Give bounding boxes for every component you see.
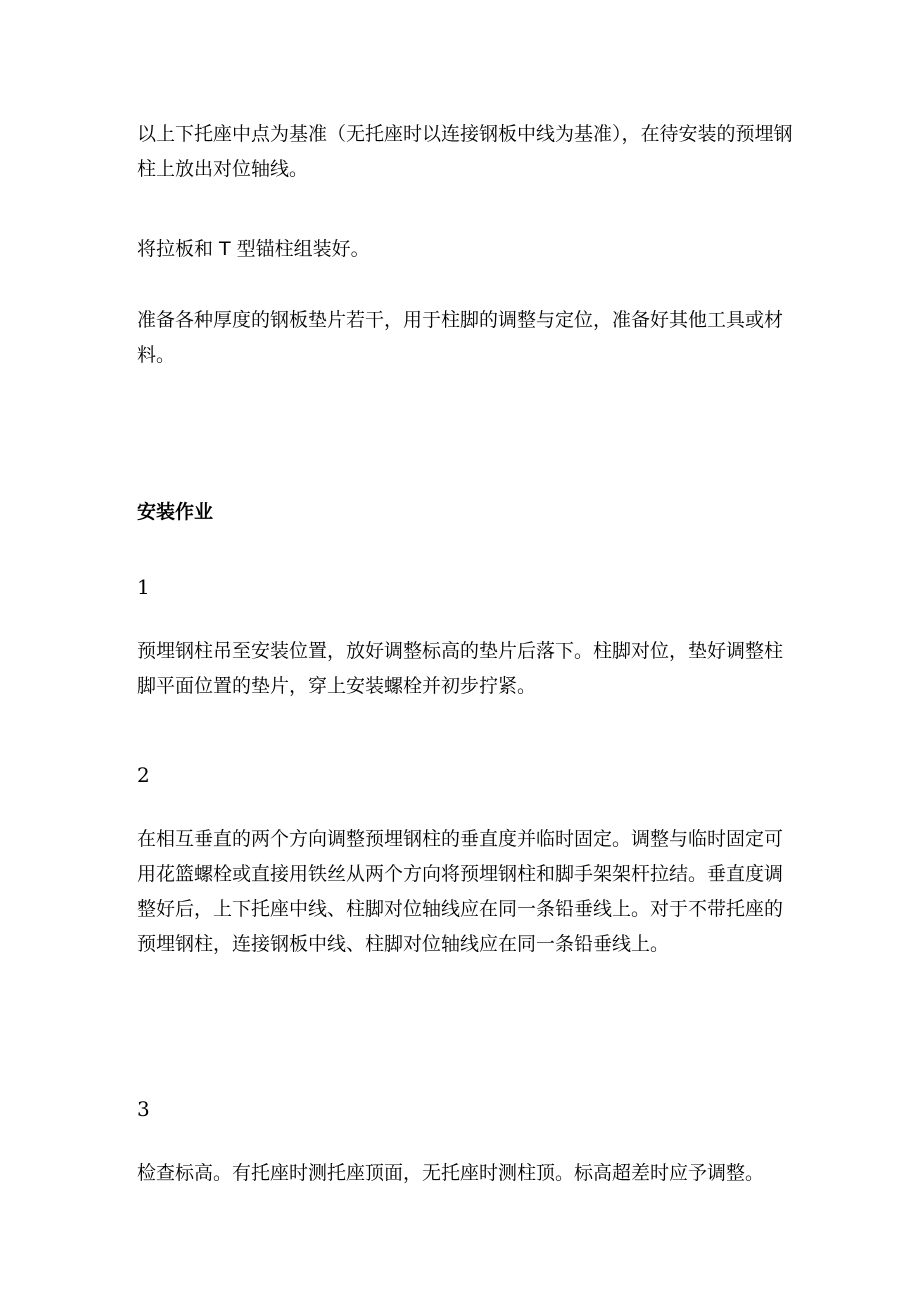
section-heading-installation: 安装作业 [137,501,214,523]
step-3-text: 检查标高。有托座时测托座顶面，无托座时测柱顶。标高超差时应予调整。 [137,1162,765,1184]
paragraph-assemble-plates: 将拉板和 T 型锚柱组装好。 [137,238,370,260]
step-number-1: 1 [137,575,150,599]
step-1-text: 预埋钢柱吊至安装位置，放好调整标高的垫片后落下。柱脚对位，垫好调整柱脚平面位置的垫片，穿上安装螺栓并初步拧紧。 [137,640,784,697]
step-number-3: 3 [137,1097,150,1121]
step-2-text: 在相互垂直的两个方向调整预埋钢柱的垂直度并临时固定。调整与临时固定可用花篮螺栓或直接用铁丝从两个方向将预埋钢柱和脚手架架杆拉结。垂直度调整好后，上下托座中线、柱脚对位轴线应在同一条铅垂线上。对于不带托座的预埋钢柱，连接钢板中线、柱脚对位轴线应在同一条铅垂线上。 [137,828,784,955]
paragraph-prepare-shims: 准备各种厚度的钢板垫片若干，用于柱脚的调整与定位，准备好其他工具或材料。 [137,309,784,366]
paragraph-axis-marking: 以上下托座中点为基准（无托座时以连接钢板中线为基准），在待安装的预埋钢柱上放出对位轴线。 [137,123,793,180]
step-number-2: 2 [137,763,150,787]
